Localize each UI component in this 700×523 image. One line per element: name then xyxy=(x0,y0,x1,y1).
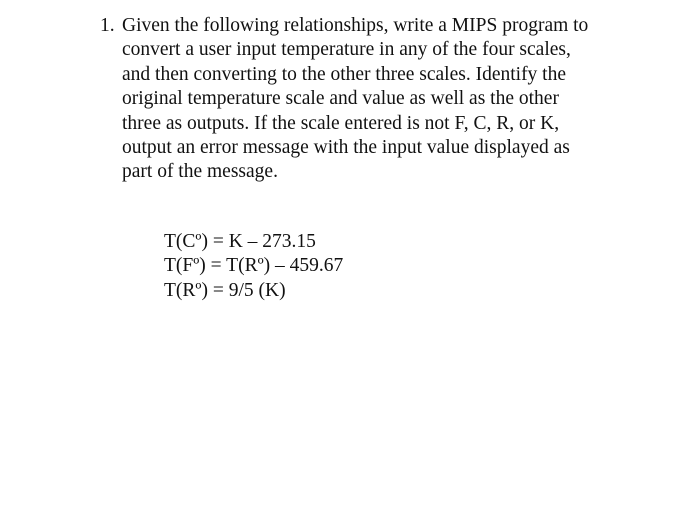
equation-rankine: T(Rº) = 9/5 (K) xyxy=(164,279,286,301)
problem-line: part of the message. xyxy=(122,161,278,183)
problem-text xyxy=(122,14,662,185)
problem-number: 1. xyxy=(100,15,115,36)
conversion-equations xyxy=(164,230,343,303)
equation-fahrenheit: T(Fº) = T(Rº) – 459.67 xyxy=(164,255,344,277)
problem-line: three as outputs. If the scale entered is not F, C, R, or K, xyxy=(122,112,560,134)
equation-celsius: T(Cº) = K – 273.15 xyxy=(164,231,316,252)
problem-line: and then converting to the other three scales. Identify the xyxy=(122,63,567,85)
problem-line: original temperature scale and value as well as the other xyxy=(122,88,559,110)
problem-line: convert a user input temperature in any of the four scales, xyxy=(122,39,571,61)
problem-line: Given the following relationships, write a MIPS program to xyxy=(122,15,589,36)
problem-line: output an error message with the input value displayed as xyxy=(122,137,570,159)
